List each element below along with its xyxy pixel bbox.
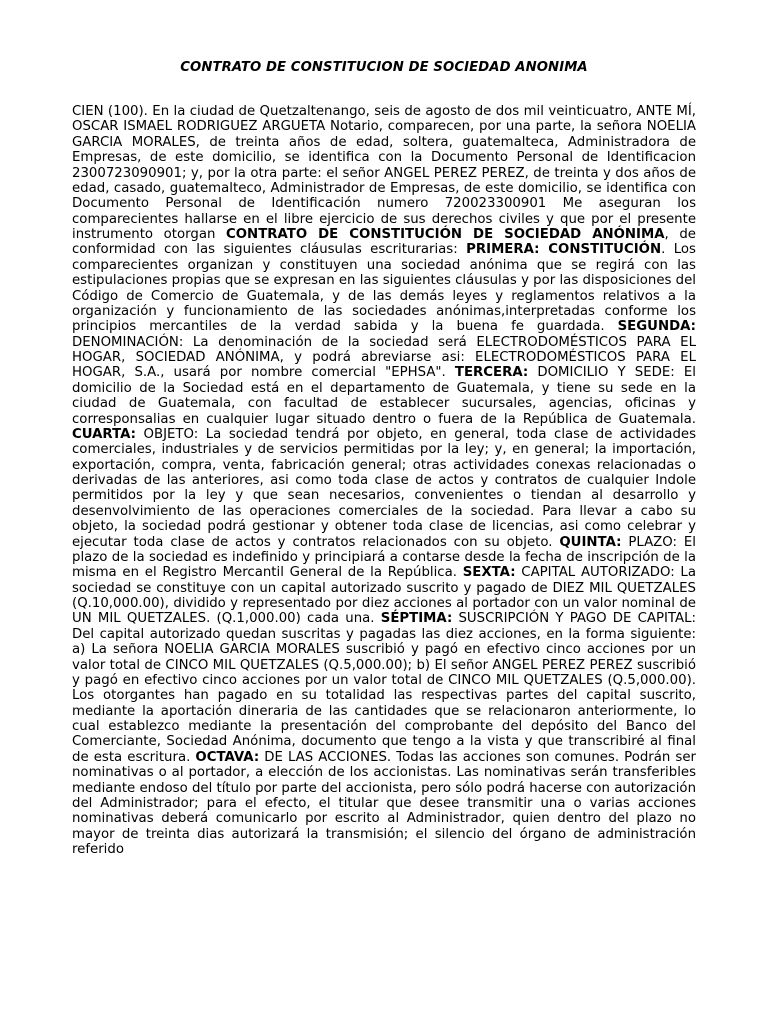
text-segment: SUSCRIPCIÓN Y PAGO DE CAPITAL: Del capital autorizado quedan suscritas y pagadas las diez acciones, en la forma siguiente: a) La señora NOELIA GARCIA MORALES suscribió y pagó en efectivo cinco acciones por un valor total de CINCO MIL QUETZALES (Q.5,000.00); b) El señor ANGEL PEREZ PEREZ suscribió y pagó en efectivo cinco acciones por un valor total de CINCO MIL QUETZALES (Q.5,000.00). Los otorgantes han pagado en su totalidad las respectivas partes del capital suscrito, mediante la aportación dineraria de las cantidades que se relacionaron anteriormente, lo cual establezco mediante la presentación del comprobante del depósito del Banco del Comerciante, Sociedad Anónima, documento que tengo a la vista y que transcribiré al final de esta escritura. [72, 611, 696, 765]
clause-septima-heading: SÉPTIMA: [380, 611, 453, 627]
text-segment: DOMICILIO Y SEDE: El domicilio de la Sociedad está en el departamento de Guatemala, y tiene su sede en la ciudad de Guatemala, con facultad de establecer sucursales, agencias, oficinas y corresponsalias en cualquier lugar situado dentro o fuera de la República de Guatemala. [72, 365, 696, 427]
text-segment: PLAZO: El plazo de la sociedad es indefinido y principiará a contarse desde la fecha de inscripción de la misma en el Registro Mercantil General de la República. [72, 534, 696, 581]
text-segment: CIEN (100). En la ciudad de Quetzaltenango, seis de agosto de dos mil veinticuatro, ANTE MÍ, OSCAR ISMAEL RODRIGUEZ ARGUETA Notario, comparecen, por una parte, la señora NOELIA GARCIA MORALES, de treinta años de edad, soltera, guatemalteca, Administradora de Empresas, de este domicilio, se identifica con la Documento Personal de Identificacion 2300723090901; y, por la otra parte: el señor ANGEL PEREZ PEREZ, de treinta y dos años de edad, casado, guatemalteco, Administrador de Empresas, de este domicilio, se identifica con Documento Personal de Identificación numero 720023300901 Me aseguran los comparecientes hallarse en el libre ejercicio de sus derechos civiles y que por el presente instrumento otorgan [72, 104, 696, 242]
clause-segunda-heading: SEGUNDA: [617, 319, 696, 335]
text-segment: . Los comparecientes organizan y constituyen una sociedad anónima que se regirá con las estipulaciones propias que se expresan en las siguientes cláusulas y por las disposiciones del Código de Comercio de Guatemala, y de las demás leyes y reglamentos relativos a la organización y funcionamiento de las sociedades anónimas,interpretadas conforme los principios mercantiles de la verdad sabida y la buena fe guardada. [72, 242, 696, 335]
document-body [72, 104, 696, 857]
text-segment: CAPITAL AUTORIZADO: La sociedad se constituye con un capital autorizado suscrito y pagado de DIEZ MIL QUETZALES (Q.10,000.00), dividido y representado por diez acciones al portador con un valor nominal de UN MIL QUETZALES. (Q.1,000.00) cada una. [72, 565, 696, 627]
text-segment: DENOMINACIÓN: La denominación de la sociedad será ELECTRODOMÉSTICOS PARA EL HOGAR, SOCIEDAD ANÓNIMA, y podrá abreviarse asi: ELECTRODOMÉSTICOS PARA EL HOGAR, S.A., usará por nombre comercial "EPHSA". [72, 334, 696, 381]
clause-quinta-heading: QUINTA: [559, 534, 622, 550]
document-title: CONTRATO DE CONSTITUCION DE SOCIEDAD ANONIMA [180, 60, 588, 75]
text-segment: OBJETO: La sociedad tendrá por objeto, en general, toda clase de actividades comerciales, industriales y de servicios permitidas por la ley; y, en general; la importación, exportación, compra, venta, fabricación general; otras actividades conexas relacionadas o derivadas de las anteriores, asi como toda clase de actos y contratos de cualquier Indole permitidos por la ley y que sean necesarios, convenientes o tiendan al desarrollo y desenvolvimiento de las operaciones comerciales de la sociedad. Para llevar a cabo su objeto, la sociedad podrá gestionar y obtener toda clase de licencias, asi como celebrar y ejecutar toda clase de actos y contratos relacionados con su objeto. [72, 426, 696, 550]
text-segment: , de conformidad con las siguientes cláusulas escriturarias: [72, 227, 696, 258]
clause-tercera-heading: TERCERA: [454, 365, 529, 381]
clause-octava-heading: OCTAVA: [195, 749, 260, 765]
clause-primera-heading: PRIMERA: CONSTITUCIÓN [466, 242, 662, 258]
text-segment: DE LAS ACCIONES. Todas las acciones son comunes. Podrán ser nominativas o al portador, a elección de los accionistas. Las nominativas serán transferibles mediante endoso del título por parte del accionista, pero sólo podrá hacerse con autorización del Administrador; para el efecto, el titular que desee transmitir una o varias acciones nominativas deberá comunicarlo por escrito al Administrador, quien dentro del plazo no mayor de treinta dias autorizará la transmisión; el silencio del órgano de administración referido [72, 749, 696, 857]
clause-cuarta-heading: CUARTA: [72, 426, 136, 442]
clause-sexta-heading: SEXTA: [462, 565, 516, 581]
heading-contrato: CONTRATO DE CONSTITUCIÓN DE SOCIEDAD ANÓNIMA [226, 227, 665, 242]
